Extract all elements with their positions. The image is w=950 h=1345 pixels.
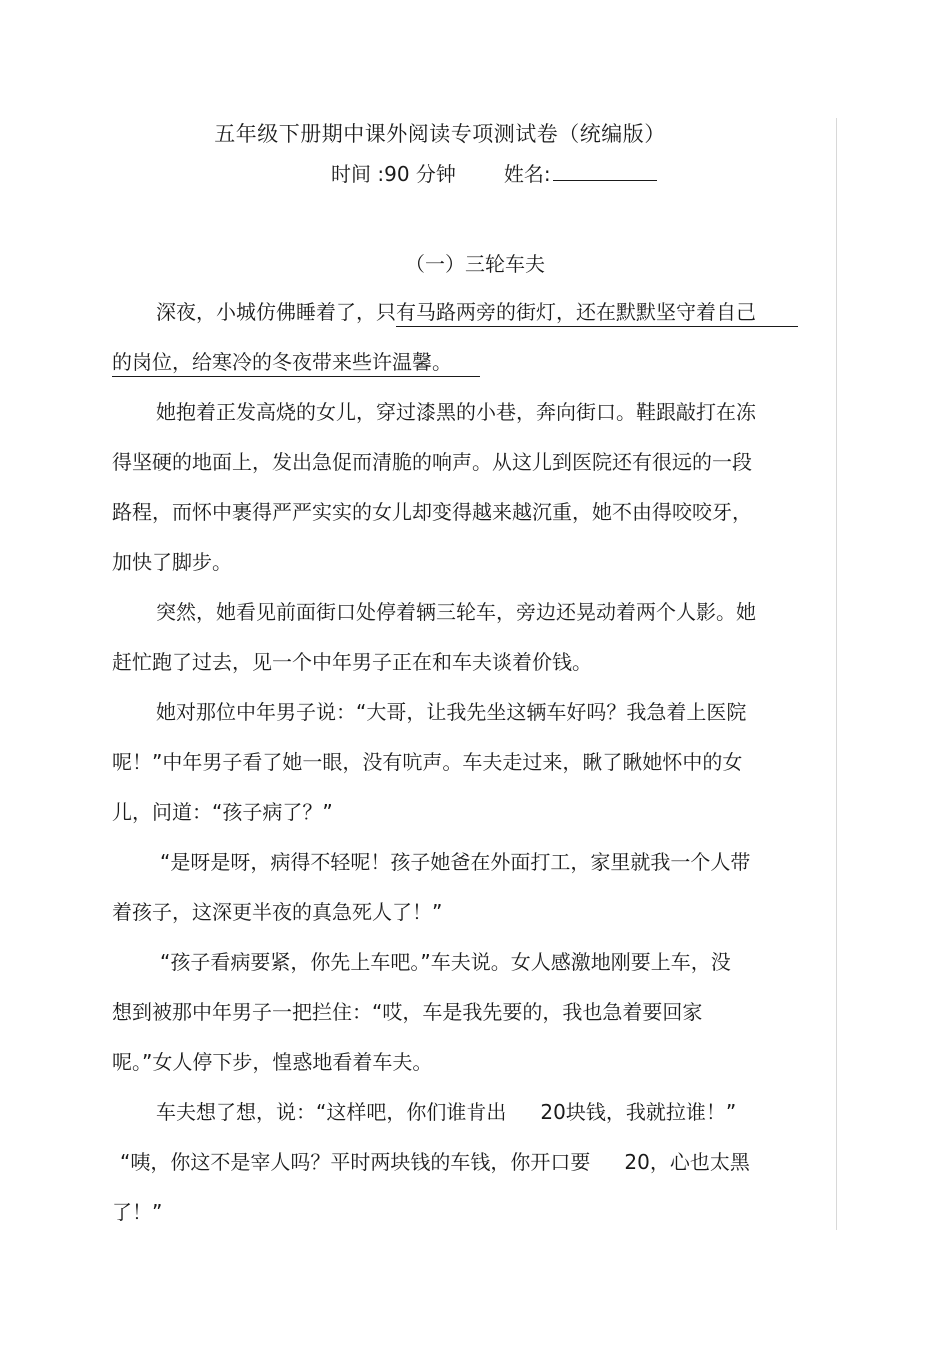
p1-line1-a: 深夜，小城仿佛睡着了，只 [156, 300, 396, 324]
p3-line1: 突然，她看见前面街口处停着辆三轮车，旁边还晃动着两个人影。她 [156, 600, 756, 624]
p7-line2-a: “咦，你这不是宰人吗？平时两块钱的车钱，你开口要 [120, 1150, 591, 1174]
section-title: （一）三轮车夫 [405, 252, 545, 276]
p7-line1-b: 20块钱，我就拉谁！” [540, 1100, 737, 1124]
paragraph-2 [112, 387, 802, 587]
document-title: 五年级下册期中课外阅读专项测试卷（统编版） [214, 122, 666, 146]
p2-line2: 得坚硬的地面上，发出急促而清脆的响声。从这儿到医院还有很远的一段 [112, 450, 752, 474]
paragraph-4 [112, 687, 802, 837]
name-label: 姓名: [503, 162, 551, 186]
name-blank [553, 162, 657, 181]
p6-line2: 想到被那中年男子一把拦住：“哎，车是我先要的，我也急着要回家 [112, 1000, 703, 1024]
p5-line2: 着孩子，这深更半夜的真急死人了！” [112, 900, 443, 924]
time-label: 时间 :90 分钟 [331, 162, 456, 186]
paragraph-3 [112, 587, 802, 687]
p2-line3: 路程，而怀中裹得严严实实的女儿却变得越来越沉重，她不由得咬咬牙， [112, 500, 752, 524]
exam-meta [331, 158, 657, 187]
paragraph-1 [112, 287, 802, 387]
p7-line2-b: 20，心也太黑 [624, 1150, 750, 1174]
p4-line3: 儿，问道：“孩子病了？” [112, 800, 333, 824]
p6-line3: 呢。”女人停下步，惶惑地看着车夫。 [112, 1050, 433, 1074]
p1-line1-underlined: 有马路两旁的街灯，还在默默坚守着自己 [396, 300, 798, 327]
p2-line1: 她抱着正发高烧的女儿，穿过漆黑的小巷，奔向街口。鞋跟敲打在冻 [156, 400, 756, 424]
p7-line3: 了！” [112, 1200, 163, 1224]
paragraph-6 [112, 937, 802, 1087]
paragraph-5 [112, 837, 802, 937]
p4-line1: 她对那位中年男子说：“大哥，让我先坐这辆车好吗？我急着上医院 [156, 700, 747, 724]
p2-line4: 加快了脚步。 [112, 550, 232, 574]
page-edge-line [836, 118, 837, 1230]
p1-line2-underlined: 的岗位，给寒冷的冬夜带来些许温馨。 [112, 350, 480, 377]
p5-line1: “是呀是呀，病得不轻呢！孩子她爸在外面打工，家里就我一个人带 [160, 850, 751, 874]
paragraph-7 [112, 1087, 802, 1237]
p6-line1: “孩子看病要紧，你先上车吧。”车夫说。女人感激地刚要上车，没 [160, 950, 731, 974]
p4-line2: 呢！”中年男子看了她一眼，没有吭声。车夫走过来，瞅了瞅她怀中的女 [112, 750, 743, 774]
p7-line1-a: 车夫想了想，说：“这样吧，你们谁肯出 [156, 1100, 507, 1124]
p3-line2: 赶忙跑了过去，见一个中年男子正在和车夫谈着价钱。 [112, 650, 592, 674]
